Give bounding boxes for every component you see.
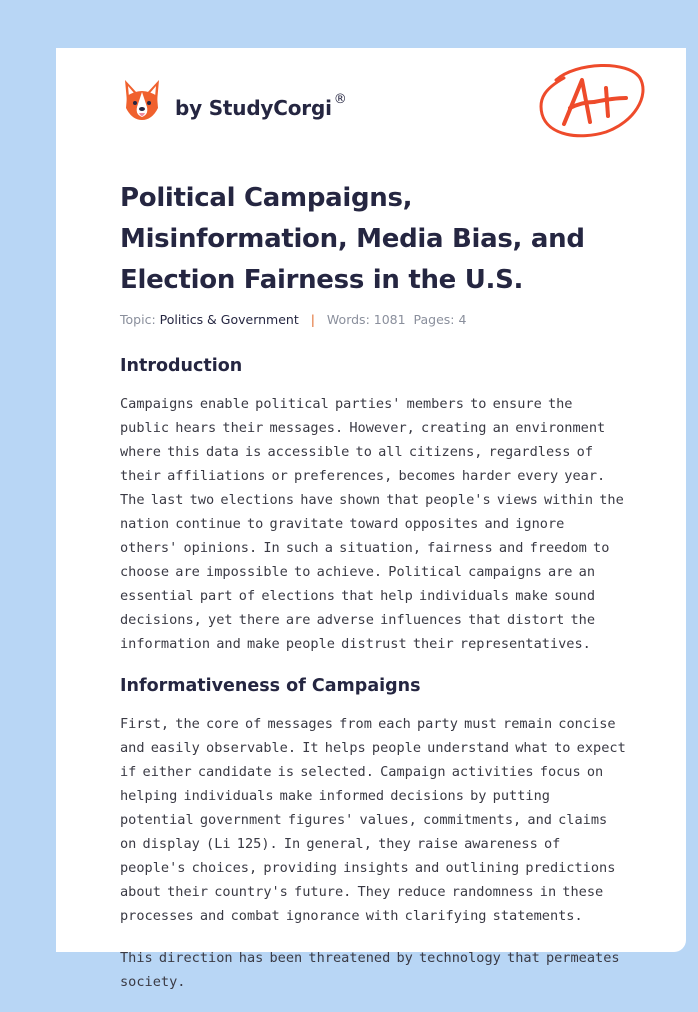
- brand-header[interactable]: [122, 78, 347, 122]
- pages-value: 4: [458, 312, 467, 327]
- pages-label: Pages:: [413, 312, 455, 327]
- document-meta: [120, 312, 466, 327]
- topic-link[interactable]: Politics & Government: [159, 312, 299, 327]
- section-heading-informativeness: Informativeness of Campaigns: [120, 676, 421, 696]
- document-body: [120, 354, 626, 1012]
- document-title: Political Campaigns, Misinformation, Media Bias, and Election Fairness in the U.S.: [120, 183, 585, 295]
- brand-name: by StudyCorgi ®: [175, 92, 347, 120]
- words-value: 1081: [373, 312, 406, 327]
- paragraph: First, the core of messages from each party must remain concise and easily observable. It helps people understand what to expect if either candidate is selected. Campaign activities focus on helping individuals make informed decisions by putting potential government figures' values, commitments, and claims on display (Li 125). In general, they raise awareness of people's choices, providing insights and outlining predictions about their country's future. They reduce randomness in these processes and combat ignorance with clarifying statements.: [120, 716, 626, 924]
- registered-mark: ®: [333, 92, 347, 107]
- paragraph: Campaigns enable political parties' members to ensure the public hears their messages. However, creating an environment where this data is accessible to all citizens, regardless of their affiliations or preferences, becomes harder every year. The last two elections have shown that people's views within the nation continue to gravitate toward opposites and ignore others' opinions. In such a situation, fairness and freedom to choose are impossible to achieve. Political campaigns are an essential part of elections that help individuals make sound decisions, yet there are adverse influences that distort the information and make people distrust their representatives.: [120, 396, 624, 652]
- section-heading-introduction: Introduction: [120, 356, 243, 376]
- corgi-logo-icon: [122, 78, 162, 122]
- document-page: [56, 48, 686, 990]
- words-label: Words:: [326, 312, 370, 327]
- topic-label: Topic:: [120, 312, 156, 327]
- meta-separator: |: [310, 312, 315, 327]
- grade-a-plus-badge-icon: [536, 58, 650, 142]
- paragraph: This direction has been threatened by technology that permeates society.: [120, 950, 620, 990]
